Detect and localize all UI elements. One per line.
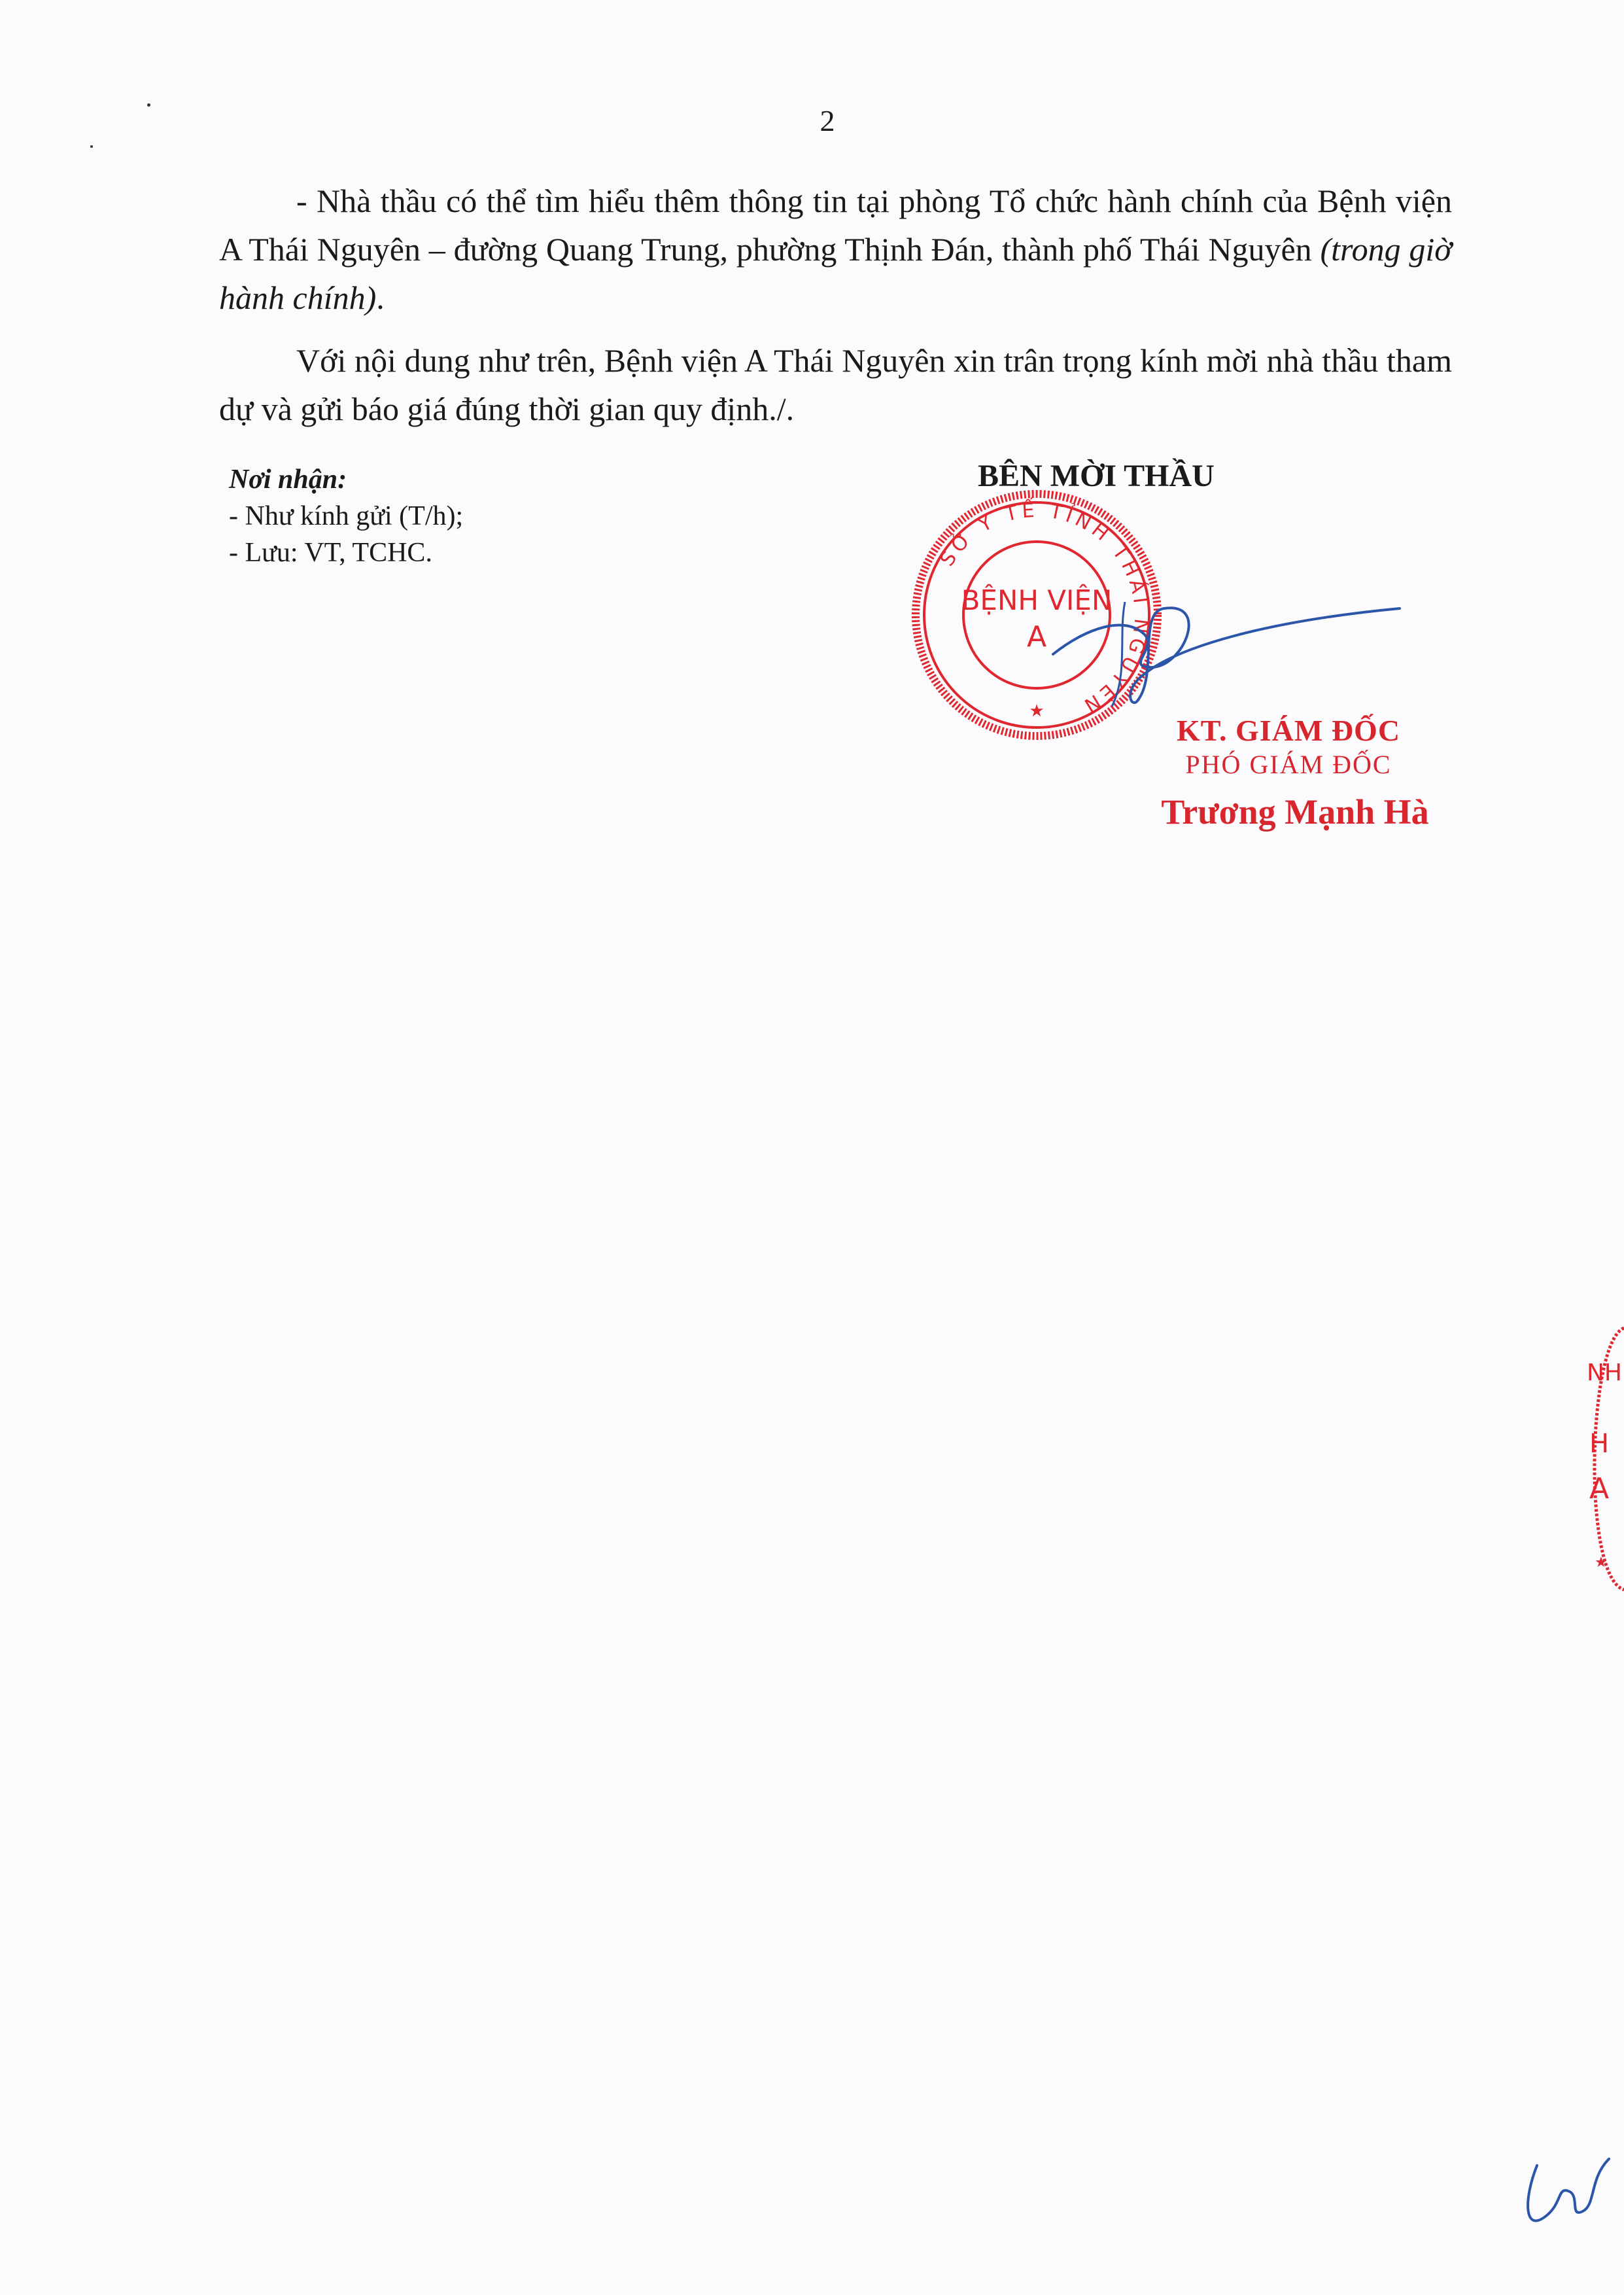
handwritten-signature [1046,576,1413,720]
recipient-item: - Như kính gửi (T/h); [229,501,464,531]
seal-center-letter: A [1026,620,1047,654]
paragraph-contact-info [219,177,1452,322]
seal-center-text: BỆNH VIỆN [961,584,1113,616]
initials-mark [1517,2139,1622,2237]
signer-block-title: BÊN MỜI THẦU [978,459,1215,493]
recipient-item: - Lưu: VT, TCHC. [229,538,432,568]
paragraph-contact-text: - Nhà thầu có thể tìm hiểu thêm thông tin tại phòng Tổ chức hành chính của Bệnh viện A Thái Nguyên – đường Quang Trung, phường Thịnh Đán, thành phố Thái Nguyên [219,183,1452,268]
edge-seal-text: H [1589,1429,1610,1459]
partial-edge-seal [1575,1322,1624,1596]
recipients-heading: Nơi nhận: [229,464,347,495]
signer-title-line1: KT. GIÁM ĐỐC [1176,714,1401,747]
edge-seal-text: A [1589,1472,1610,1505]
paragraph-end-punct: . [376,279,385,316]
scan-speck [147,103,150,107]
edge-seal-text: NH [1587,1359,1622,1386]
seal-ring-text: SỞ Y TẾ TỈNH THÁI NGUYÊN [935,499,1153,719]
edge-seal-star-icon: ★ [1595,1554,1608,1570]
signer-title-stamp [1125,713,1452,780]
page-number: 2 [820,104,835,137]
office-hours-note: (trong giờ hành chính) [219,231,1452,316]
recipients-block [229,461,463,571]
signer-name: Trương Mạnh Hà [1161,792,1429,832]
scan-speck [90,145,93,148]
seal-star-icon: ★ [1029,701,1045,720]
signer-title-line2: PHÓ GIÁM ĐỐC [1185,750,1392,779]
paragraph-invitation: Với nội dung như trên, Bệnh viện A Thái Nguyên xin trân trọng kính mời nhà thầu tham dự và gửi báo giá đúng thời gian quy định./. [219,342,1452,427]
